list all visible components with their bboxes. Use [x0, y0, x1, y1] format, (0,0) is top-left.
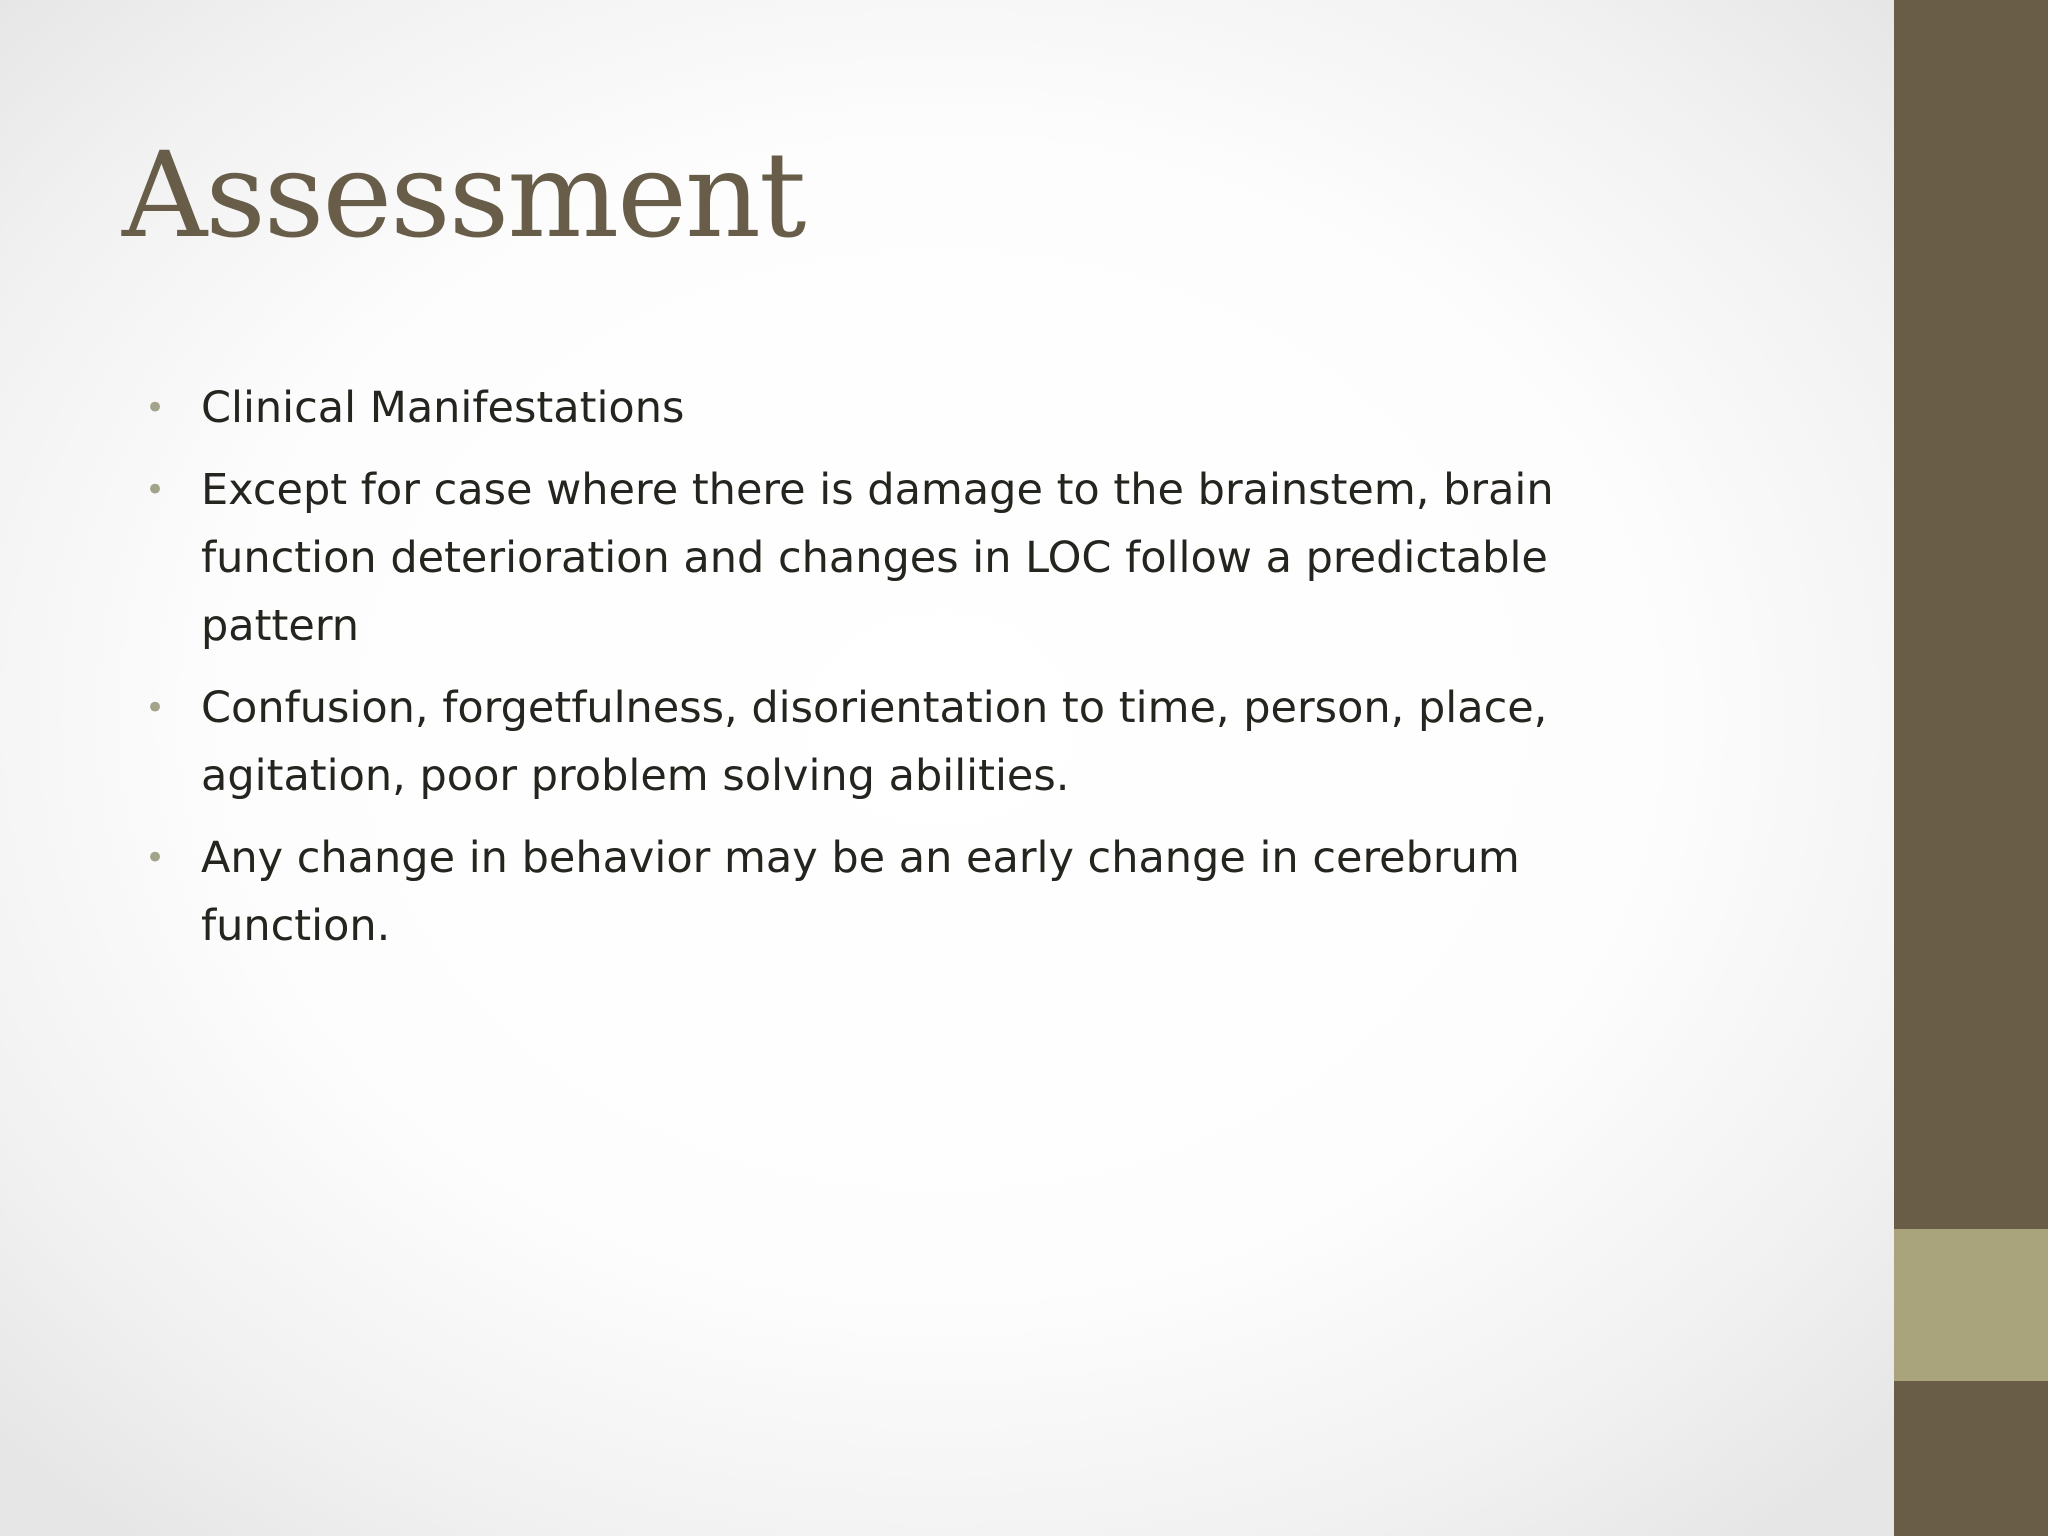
bullet-text: Confusion, forgetfulness, disorientation to time, person, place, agitation, poor problem solving abilities. — [201, 683, 1548, 801]
bullet-icon: • — [145, 388, 166, 428]
bullet-item — [145, 824, 1705, 960]
bullet-text: Except for case where there is damage to the brainstem, brain function deterioration and changes in LOC follow a predictable pattern — [201, 465, 1554, 651]
slide-title: Assessment — [122, 126, 805, 264]
bullet-icon: • — [145, 688, 166, 728]
bullet-icon: • — [145, 470, 166, 510]
bullet-item — [145, 456, 1705, 660]
bullet-item — [145, 674, 1705, 810]
bullet-list — [145, 374, 1705, 974]
bullet-text: Clinical Manifestations — [201, 383, 685, 433]
bullet-item — [145, 374, 1705, 442]
bullet-text: Any change in behavior may be an early change in cerebrum function. — [201, 833, 1520, 951]
side-decoration-accent — [1894, 1229, 2048, 1381]
bullet-icon: • — [145, 838, 166, 878]
